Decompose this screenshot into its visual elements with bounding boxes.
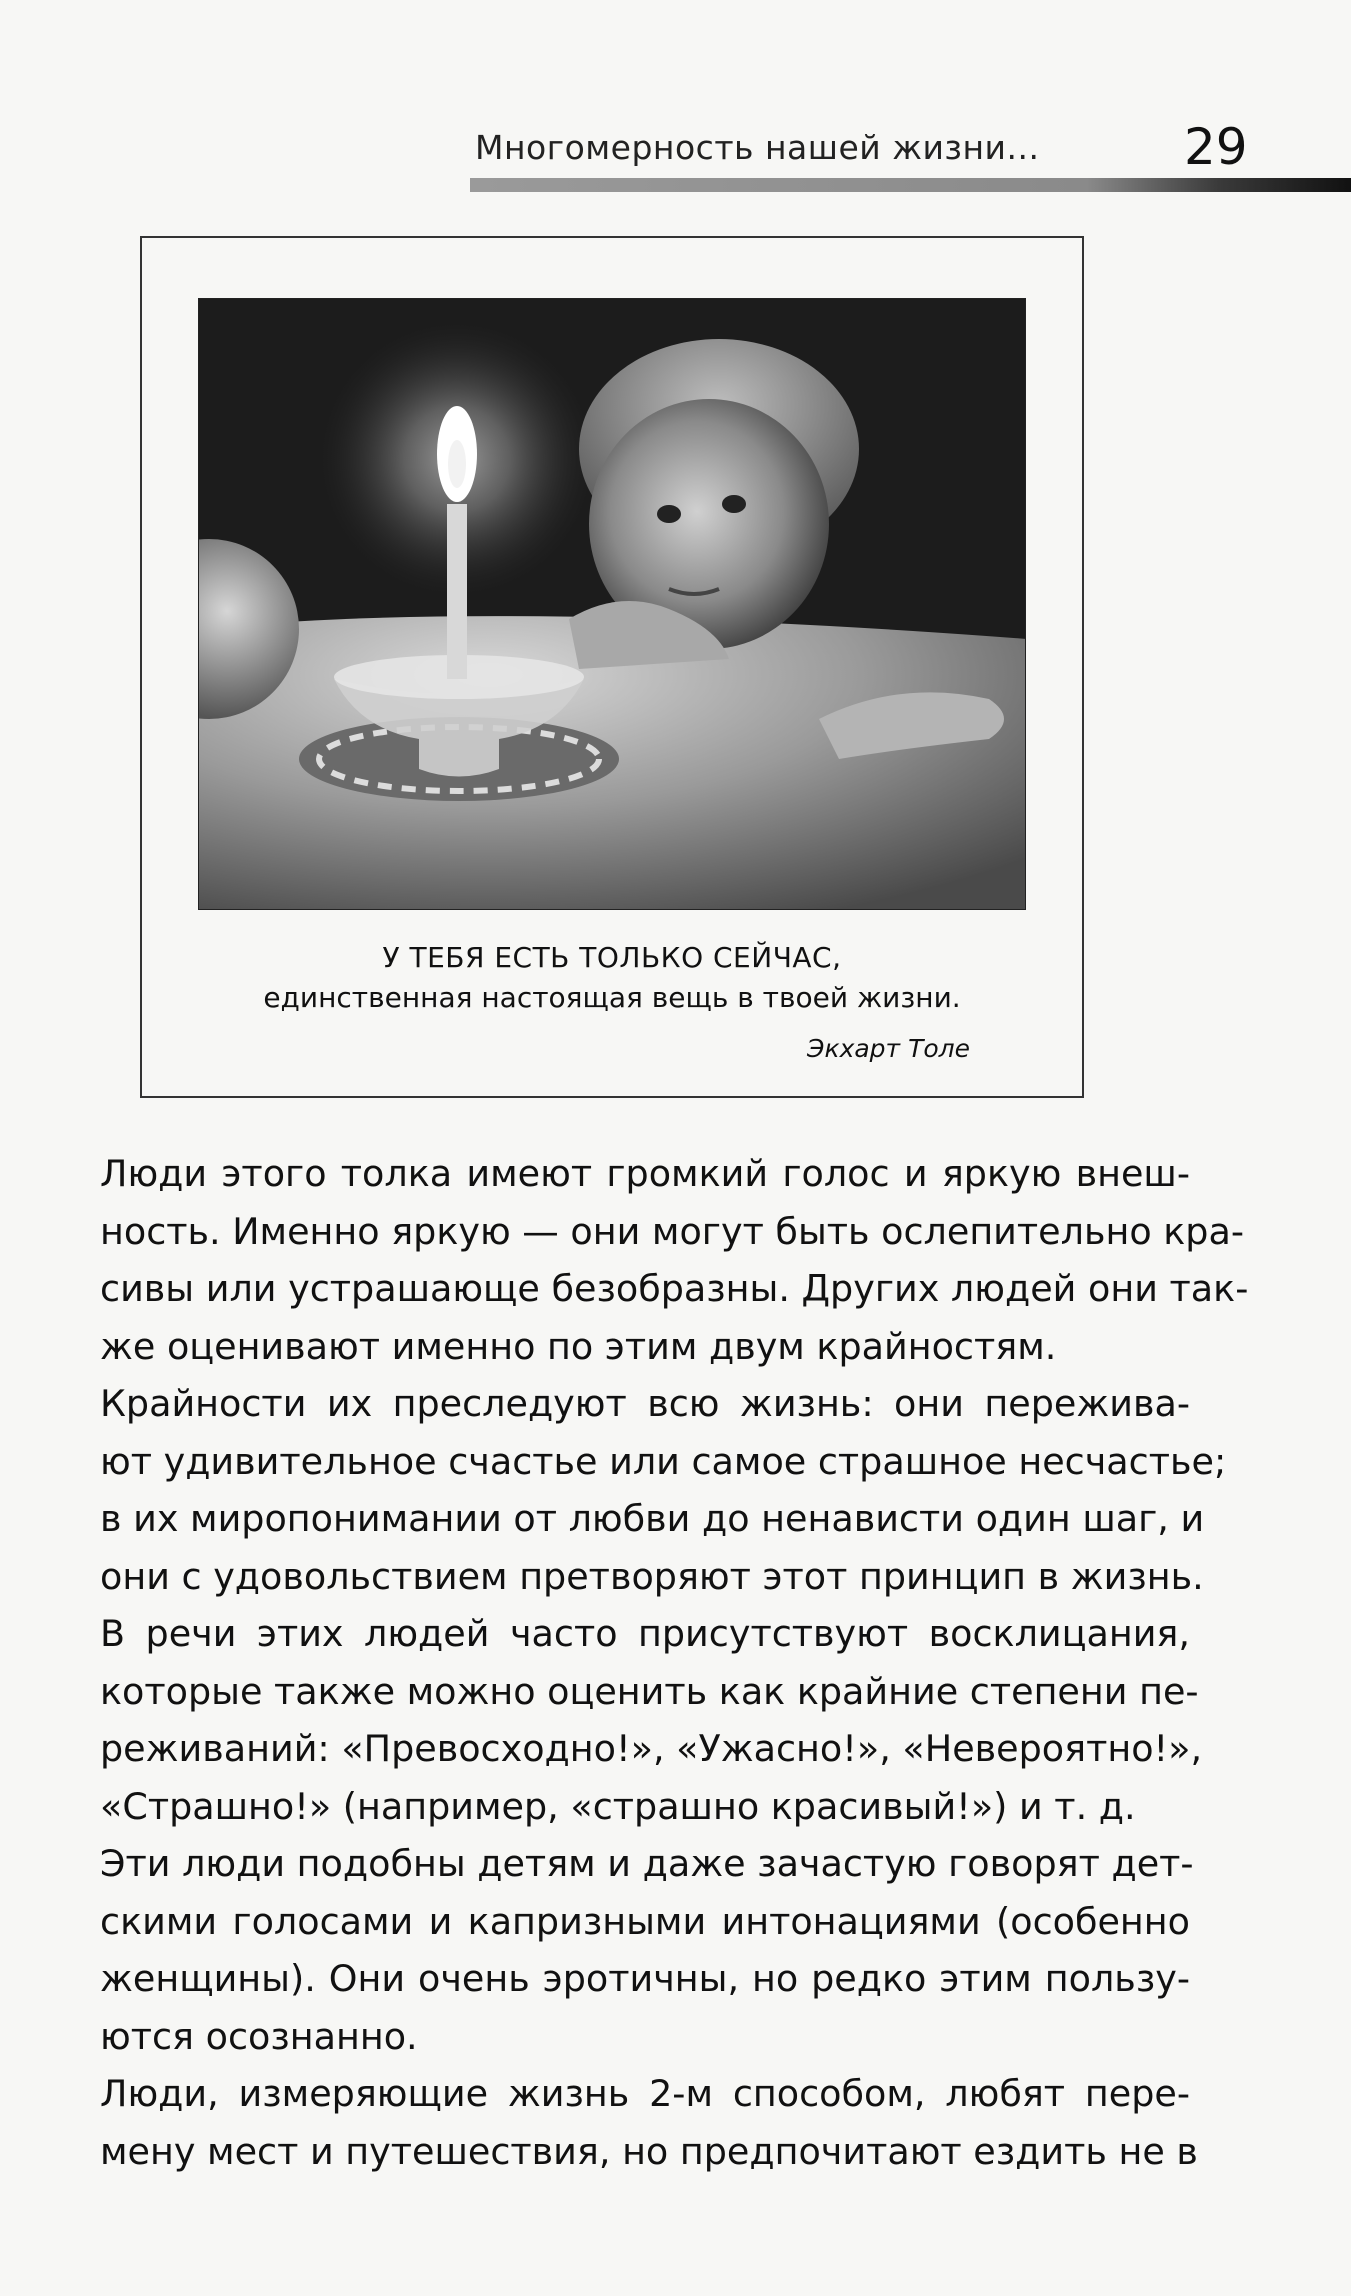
text-line: сивы или устрашающе безобразны. Других людей они так- bbox=[100, 1267, 1249, 1310]
text-line: реживаний: «Превосходно!», «Ужасно!», «Невероятно!», bbox=[100, 1727, 1203, 1770]
text-line: Люди, измеряющие жизнь 2-м способом, любят пере- bbox=[100, 2072, 1190, 2115]
caption-headline: У ТЕБЯ ЕСТЬ ТОЛЬКО СЕЙЧАС, bbox=[382, 941, 842, 974]
figure-frame bbox=[140, 236, 1084, 1098]
page-number: 29 bbox=[1184, 118, 1248, 176]
text-line: ются осознанно. bbox=[100, 2014, 418, 2058]
text-line: В речи этих людей часто присутствуют восклицания, bbox=[100, 1612, 1190, 1655]
text-line: в их миропонимании от любви до ненависти один шаг, и bbox=[100, 1497, 1205, 1540]
text-line: мену мест и путешествия, но предпочитают ездить не в bbox=[100, 2129, 1198, 2173]
text-line: «Страшно!» (например, «страшно красивый!») и т. д. bbox=[100, 1784, 1136, 1828]
text-line: женщины). Они очень эротичны, но редко этим пользу- bbox=[100, 1957, 1190, 2000]
text-line: Крайности их преследуют всю жизнь: они пережива- bbox=[100, 1382, 1190, 1425]
text-line: Люди этого толка имеют громкий голос и яркую внеш- bbox=[100, 1152, 1190, 1195]
running-title: Многомерность нашей жизни... bbox=[475, 128, 1040, 167]
candle-child-photo bbox=[198, 298, 1026, 910]
text-line: которые также можно оценить как крайние степени пе- bbox=[100, 1669, 1199, 1713]
body-text bbox=[100, 1145, 1249, 2180]
text-line: ность. Именно яркую — они могут быть ослепительно кра- bbox=[100, 1209, 1245, 1253]
text-line: они с удовольствием претворяют этот принцип в жизнь. bbox=[100, 1554, 1204, 1598]
caption-subline: единственная настоящая вещь в твоей жизни. bbox=[263, 981, 961, 1014]
caption-author: Экхарт Толе bbox=[807, 1034, 970, 1063]
figure-caption bbox=[142, 938, 1082, 1063]
page-header bbox=[470, 118, 1351, 198]
text-line: скими голосами и капризными интонациями (особенно bbox=[100, 1899, 1190, 1943]
text-line: же оценивают именно по этим двум крайностям. bbox=[100, 1324, 1057, 1368]
text-line: ют удивительное счастье или самое страшное несчастье; bbox=[100, 1439, 1227, 1483]
header-rule bbox=[470, 178, 1351, 192]
text-line: Эти люди подобны детям и даже зачастую говорят дет- bbox=[100, 1842, 1194, 1885]
